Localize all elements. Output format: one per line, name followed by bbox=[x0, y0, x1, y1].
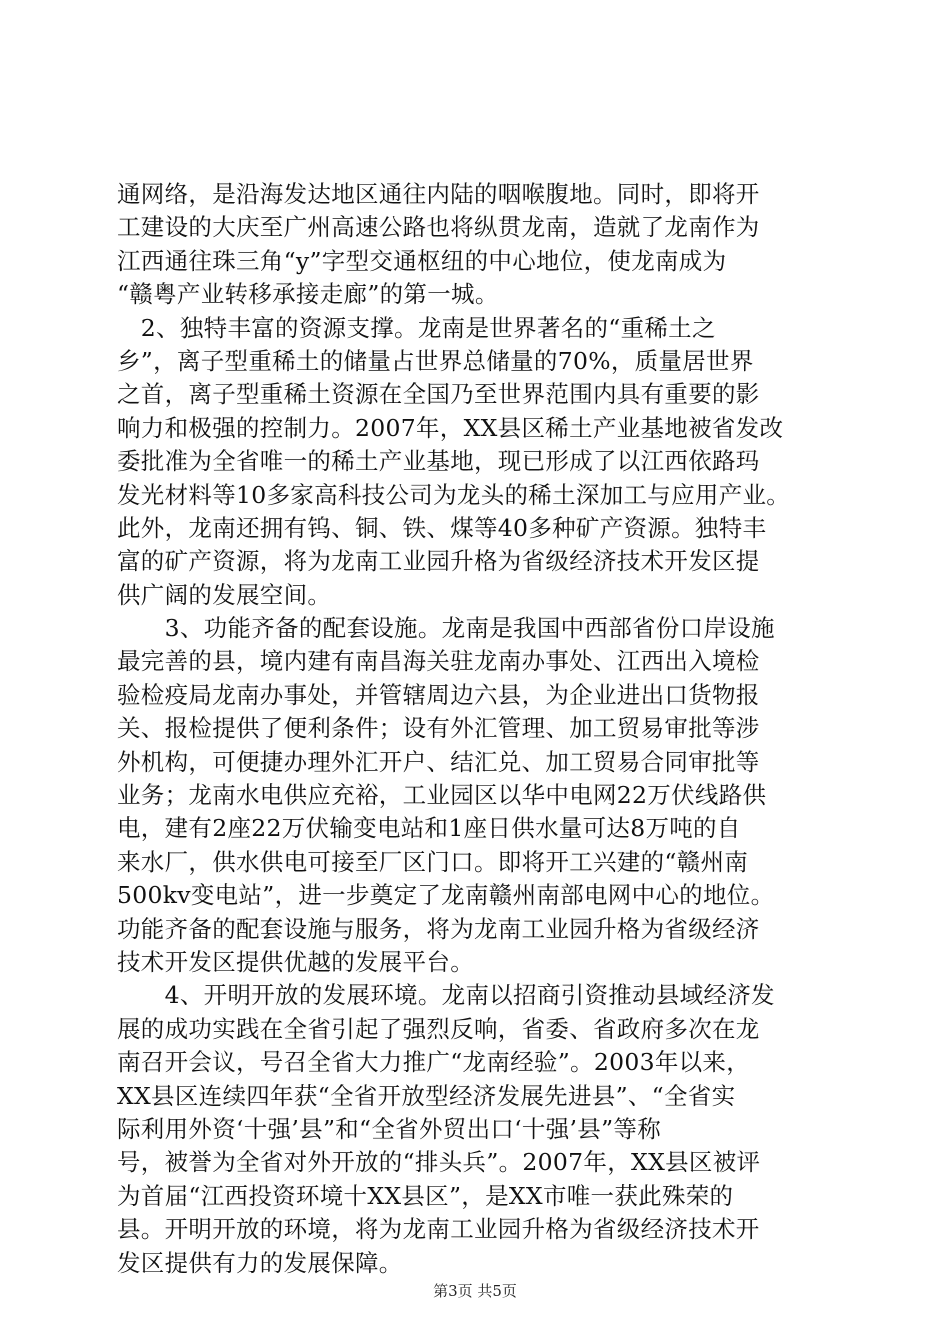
text-line: 3、功能齐备的配套设施。龙南是我国中西部省份口岸设施 bbox=[117, 614, 775, 643]
text-line: 4、开明开放的发展环境。龙南以招商引资推动县域经济发 bbox=[117, 981, 775, 1010]
text-line: 业务；龙南水电供应充裕，工业园区以华中电网22万伏线路供 bbox=[117, 781, 767, 810]
text-line: 响力和极强的控制力。2007年，XX县区稀土产业基地被省发改 bbox=[117, 413, 784, 442]
text-line: 通网络，是沿海发达地区通往内陆的咽喉腹地。同时，即将开 bbox=[117, 180, 760, 208]
text-line: 展的成功实践在全省引起了强烈反响，省委、省政府多次在龙 bbox=[117, 1014, 760, 1043]
text-line: 乡”，离子型重稀土的储量占世界总储量的70%，质量居世界 bbox=[117, 346, 754, 375]
text-line: 发区提供有力的发展保障。 bbox=[117, 1248, 403, 1277]
text-line: 电，建有2座22万伏输变电站和1座日供水量可达8万吨的自 bbox=[117, 814, 741, 843]
text-line: “赣粤产业转移承接走廊”的第一城。 bbox=[117, 280, 499, 309]
page-number-footer: 第3页 共5页 bbox=[433, 1282, 517, 1300]
text-line: 县。开明开放的环境，将为龙南工业园升格为省级经济技术开 bbox=[117, 1215, 760, 1244]
text-line: 为首届“江西投资环境十XX县区”，是XX市唯一获此殊荣的 bbox=[117, 1181, 734, 1210]
text-line: 发光材料等10多家高科技公司为龙头的稀土深加工与应用产业。 bbox=[117, 480, 791, 509]
text-line: 富的矿产资源，将为龙南工业园升格为省级经济技术开发区提 bbox=[117, 547, 760, 576]
text-line: 验检疫局龙南办事处，并管辖周边六县，为企业进出口货物报 bbox=[117, 680, 760, 709]
text-line: 南召开会议，号召全省大力推广“龙南经验”。2003年以来， bbox=[117, 1048, 751, 1077]
body-text bbox=[117, 178, 833, 1280]
text-line: XX县区连续四年获“全省开放型经济发展先进县”、“全省实 bbox=[117, 1081, 736, 1110]
text-line: 工建设的大庆至广州高速公路也将纵贯龙南，造就了龙南作为 bbox=[117, 213, 760, 242]
text-line: 技术开发区提供优越的发展平台。 bbox=[117, 947, 474, 976]
text-line: 500kv变电站”，进一步奠定了龙南赣州南部电网中心的地位。 bbox=[117, 881, 775, 910]
text-line: 2、独特丰富的资源支撑。龙南是世界著名的“重稀土之 bbox=[117, 313, 716, 342]
text-line: 江西通往珠三角“y”字型交通枢纽的中心地位，使龙南成为 bbox=[117, 246, 727, 275]
text-line: 号，被誉为全省对外开放的“排头兵”。2007年，XX县区被评 bbox=[117, 1148, 761, 1177]
text-line: 关、报检提供了便利条件；设有外汇管理、加工贸易审批等涉 bbox=[117, 714, 760, 743]
text-line: 际利用外资‘十强’县”和“全省外贸出口‘十强’县”等称 bbox=[117, 1114, 662, 1143]
text-line: 此外，龙南还拥有钨、铜、铁、煤等40多种矿产资源。独特丰 bbox=[117, 513, 767, 542]
text-line: 供广阔的发展空间。 bbox=[117, 580, 332, 609]
text-line: 最完善的县，境内建有南昌海关驻龙南办事处、江西出入境检 bbox=[117, 647, 760, 676]
text-line: 委批准为全省唯一的稀土产业基地，现已形成了以江西依路玛 bbox=[117, 447, 760, 476]
text-line: 之首，离子型重稀土资源在全国乃至世界范围内具有重要的影 bbox=[117, 380, 760, 409]
text-line: 功能齐备的配套设施与服务，将为龙南工业园升格为省级经济 bbox=[117, 914, 760, 943]
text-line: 外机构，可便捷办理外汇开户、结汇兑、加工贸易合同审批等 bbox=[117, 747, 760, 776]
text-line: 来水厂，供水供电可接至厂区门口。即将开工兴建的“赣州南 bbox=[117, 847, 749, 876]
